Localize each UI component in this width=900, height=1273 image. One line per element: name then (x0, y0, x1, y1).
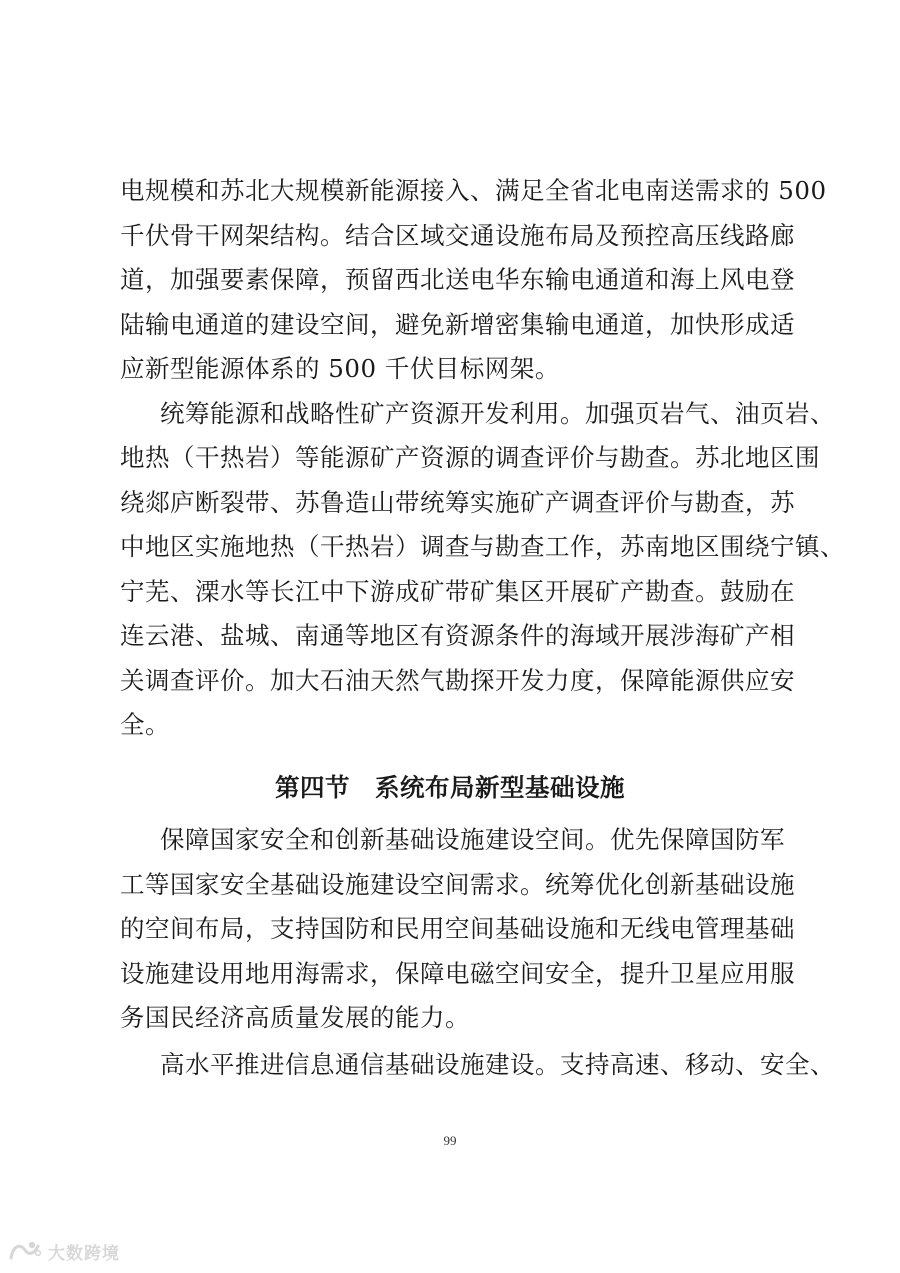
section-heading: 第四节 系统布局新型基础设施 (275, 773, 625, 802)
text-line: 统筹能源和战略性矿产资源开发利用。加强页岩气、油页岩、 (160, 399, 835, 428)
text-line: 地热（干热岩）等能源矿产资源的调查评价与勘查。苏北地区围 (120, 443, 820, 472)
watermark (8, 1238, 120, 1264)
watermark-text: 大数跨境 (48, 1243, 120, 1264)
text-line: 高水平推进信息通信基础设施建设。支持高速、移动、安全、 (160, 1050, 835, 1079)
text-line: 应新型能源体系的 500 千伏目标网架。 (120, 354, 560, 383)
page-number: 99 (443, 1133, 457, 1148)
text-line: 设施建设用地用海需求，保障电磁空间安全，提升卫星应用服 (120, 959, 795, 988)
text-line: 道，加强要素保障，预留西北送电华东输电通道和海上风电登 (120, 265, 795, 294)
text-line: 中地区实施地热（干热岩）调查与勘查工作，苏南地区围绕宁镇、 (120, 532, 845, 561)
brand-logo-icon (8, 1240, 42, 1262)
text-line: 工等国家安全基础设施建设空间需求。统筹优化创新基础设施 (120, 870, 795, 899)
text-line: 关调查评价。加大石油天然气勘探开发力度，保障能源供应安 (120, 666, 795, 695)
text-line: 陆输电通道的建设空间，避免新增密集输电通道，加快形成适 (120, 310, 795, 339)
text-line: 全。 (120, 710, 170, 739)
text-line: 宁芜、溧水等长江中下游成矿带矿集区开展矿产勘查。鼓励在 (120, 577, 795, 606)
text-line: 的空间布局，支持国防和民用空间基础设施和无线电管理基础 (120, 914, 795, 943)
text-line: 连云港、盐城、南通等地区有资源条件的海域开展涉海矿产相 (120, 621, 795, 650)
text-line: 务国民经济高质量发展的能力。 (120, 1003, 470, 1032)
text-line: 千伏骨干网架结构。结合区域交通设施布局及预控高压线路廊 (120, 221, 795, 250)
text-line: 电规模和苏北大规模新能源接入、满足全省北电南送需求的 500 (120, 176, 827, 205)
text-line: 保障国家安全和创新基础设施建设空间。优先保障国防军 (160, 825, 785, 854)
text-line: 绕郯庐断裂带、苏鲁造山带统筹实施矿产调查评价与勘查，苏 (120, 488, 795, 517)
